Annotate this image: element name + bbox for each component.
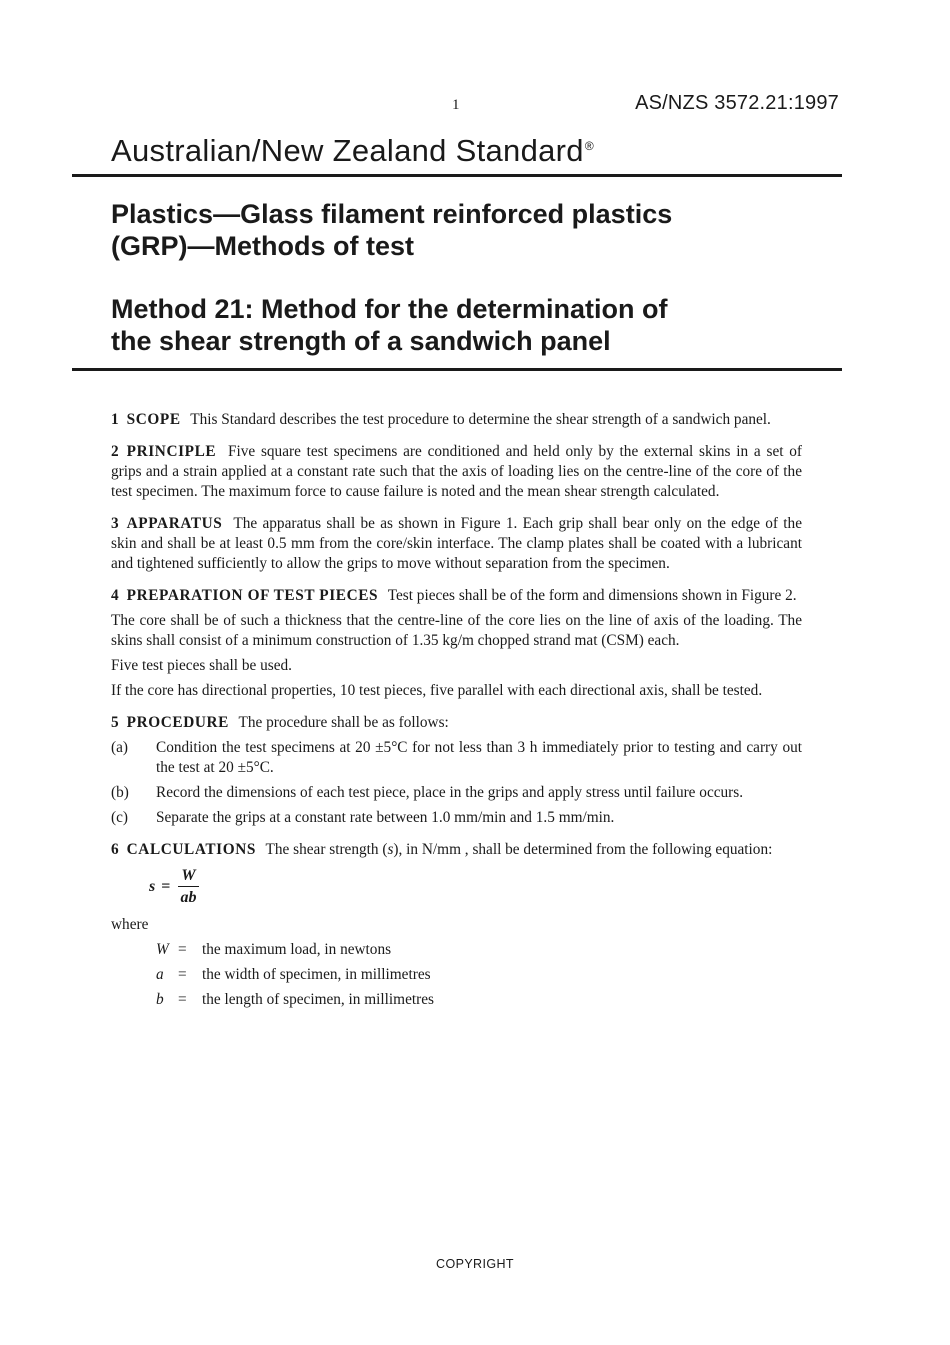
list-item xyxy=(111,783,802,803)
section-text: Five square test specimens are conditioned and held only by the external skins in a set of grips and a strain applied at a constant rate such that the axis of loading lies on the centre-line of the core of the test specimen. The maximum force to cause failure is noted and the mean shear strength calculated. xyxy=(111,443,802,500)
list-item-text: Separate the grips at a constant rate between 1.0 mm/min and 1.5 mm/min. xyxy=(156,809,615,826)
shear-strength-equation xyxy=(149,865,802,909)
registered-mark: ® xyxy=(584,139,595,153)
section-apparatus xyxy=(111,514,802,574)
section-heading: CALCULATIONS xyxy=(126,841,256,858)
section-number: 3 xyxy=(111,515,119,532)
definition-symbol: W xyxy=(156,941,169,958)
list-item-label: (a) xyxy=(111,739,128,756)
section-scope xyxy=(111,410,802,430)
top-rule xyxy=(72,174,842,177)
method-title-line-2: the shear strength of a sandwich panel xyxy=(111,326,611,356)
equation-fraction xyxy=(178,867,198,908)
list-item-label: (b) xyxy=(111,784,129,801)
list-item xyxy=(111,738,802,778)
equation-equals: = xyxy=(161,878,171,895)
equation-lhs: s xyxy=(149,878,156,895)
title-line-2: (GRP)—Methods of test xyxy=(111,231,414,261)
definition-symbol: a xyxy=(156,966,164,983)
section-procedure xyxy=(111,713,802,733)
method-title xyxy=(111,293,831,357)
standard-heading-text: Australian/New Zealand Standard xyxy=(111,133,584,168)
paragraph: If the core has directional properties, 10 test pieces, five parallel with each directional axis, shall be tested. xyxy=(111,682,763,699)
section-heading: PROCEDURE xyxy=(126,714,229,731)
page-number: 1 xyxy=(452,97,460,113)
section-number: 2 xyxy=(111,443,119,460)
section-number: 5 xyxy=(111,714,119,731)
paragraph: The core shall be of such a thickness that the centre-line of the core lies on the line of axis of the loading. The skins shall consist of a minimum construction of 1.35 kg/m chopped strand mat (CSM) each. xyxy=(111,612,802,649)
section-text: The procedure shall be as follows: xyxy=(238,714,449,731)
definition-text: the width of specimen, in millimetres xyxy=(202,966,431,983)
standard-heading xyxy=(111,133,594,169)
section-text: ), in N/mm , shall be determined from the following equation: xyxy=(393,841,773,858)
shear-strength-symbol: s xyxy=(387,841,394,858)
list-item-text: Record the dimensions of each test piece, place in the grips and apply stress until failure occurs. xyxy=(156,784,744,801)
definition-text: the length of specimen, in millimetres xyxy=(202,991,434,1008)
definition-equals: = xyxy=(178,991,187,1008)
document-title xyxy=(111,198,831,262)
section-text: The apparatus shall be as shown in Figure 1. Each grip shall bear only on the edge of the skin and shall be at least 0.5 mm from the core/skin interface. The clamp plates shall be coated with a lubricant and tightened sufficiently to allow the grips to move without separation from the specimen. xyxy=(111,515,802,572)
section-text: This Standard describes the test procedure to determine the shear strength of a sandwich panel. xyxy=(190,411,771,428)
equation-numerator: W xyxy=(178,867,198,887)
section-heading: PRINCIPLE xyxy=(126,443,217,460)
definition-row xyxy=(156,990,802,1010)
section-principle xyxy=(111,442,802,502)
section-heading: SCOPE xyxy=(126,411,181,428)
list-item-label: (c) xyxy=(111,809,128,826)
section-text: The shear strength ( xyxy=(265,841,388,858)
section-calculations xyxy=(111,840,802,860)
section-heading: PREPARATION OF TEST PIECES xyxy=(126,587,379,604)
section-number: 4 xyxy=(111,587,119,604)
list-item xyxy=(111,808,802,828)
definition-row xyxy=(156,965,802,985)
definition-row xyxy=(156,940,802,960)
where-label: where xyxy=(111,916,149,933)
method-title-line-1: Method 21: Method for the determination of xyxy=(111,294,668,324)
standard-number: AS/NZS 3572.21:1997 xyxy=(635,92,839,114)
section-number: 1 xyxy=(111,411,119,428)
bottom-rule xyxy=(72,368,842,371)
section-heading: APPARATUS xyxy=(126,515,223,532)
document-body xyxy=(111,410,802,1015)
definition-equals: = xyxy=(178,966,187,983)
definition-text: the maximum load, in newtons xyxy=(202,941,392,958)
title-line-1: Plastics—Glass filament reinforced plastics xyxy=(111,199,673,229)
section-number: 6 xyxy=(111,841,119,858)
definition-symbol: b xyxy=(156,991,164,1008)
list-item-text: Condition the test specimens at 20 ±5°C for not less than 3 h immediately prior to testing and carry out the test at 20 ±5°C. xyxy=(156,739,802,776)
section-preparation xyxy=(111,586,802,606)
section-text: Test pieces shall be of the form and dimensions shown in Figure 2. xyxy=(387,587,797,604)
copyright-footer: COPYRIGHT xyxy=(436,1257,514,1271)
definition-equals: = xyxy=(178,941,187,958)
paragraph: Five test pieces shall be used. xyxy=(111,657,292,674)
equation-denominator: ab xyxy=(180,888,197,906)
